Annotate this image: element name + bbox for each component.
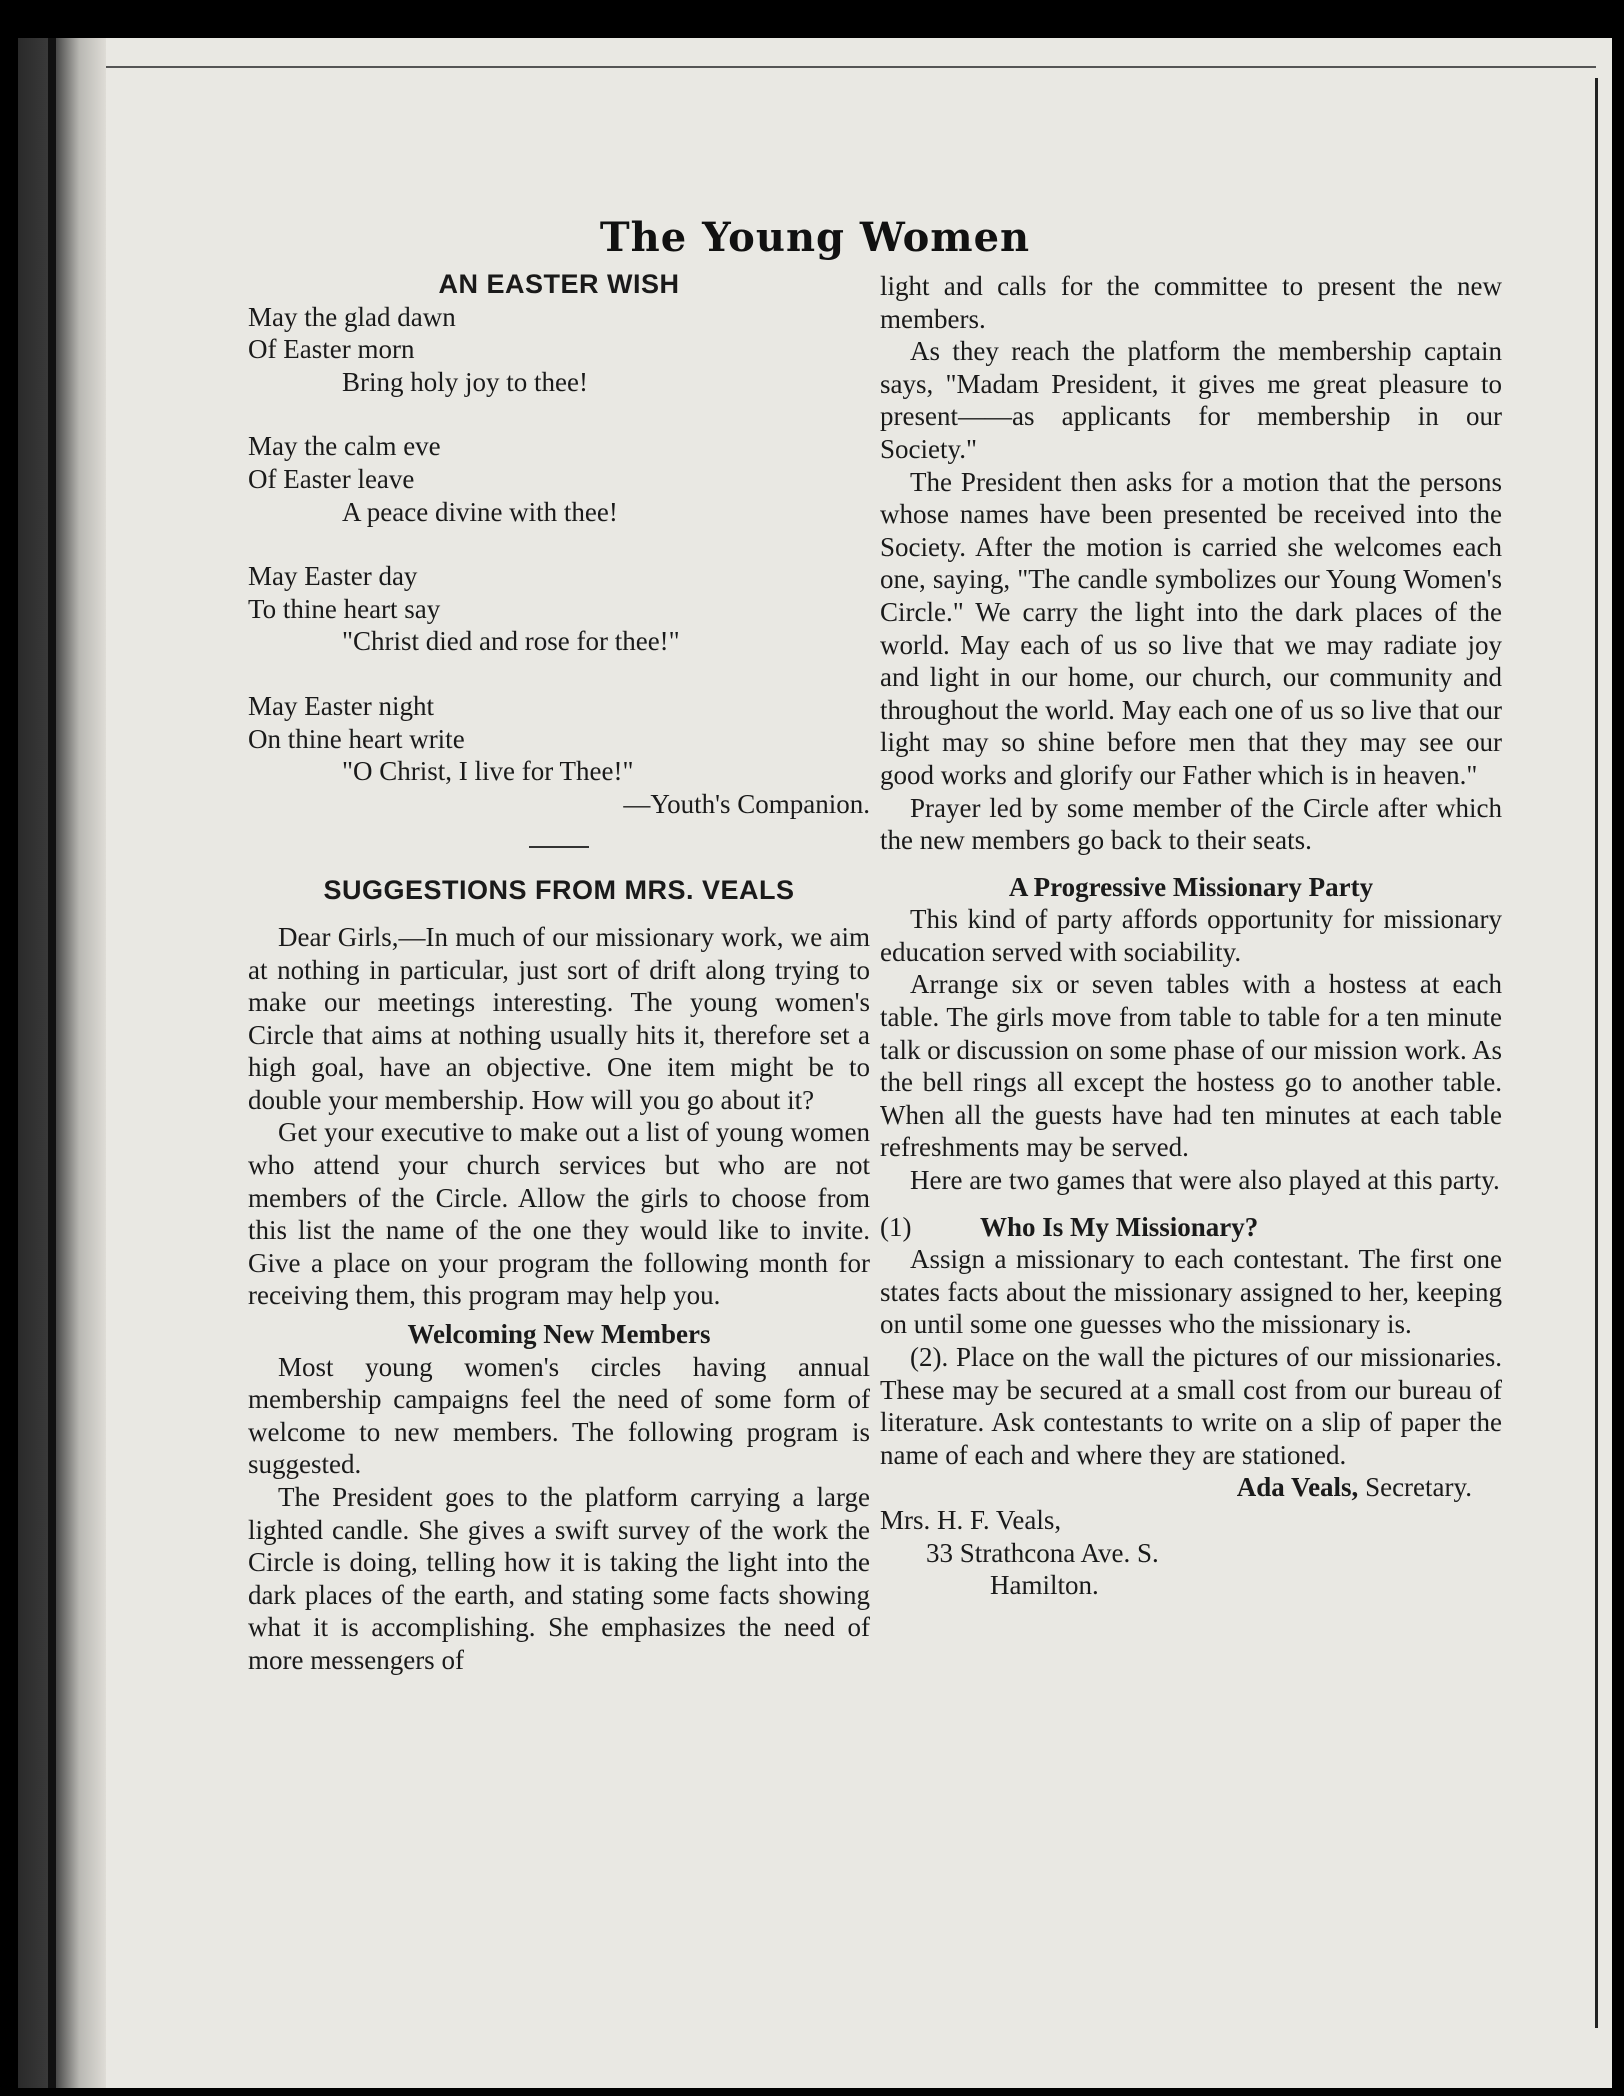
page-right-edge xyxy=(1595,78,1598,2028)
article-paragraph: Dear Girls,—In much of our missionary work, we aim at nothing in particular, just sort of drift along trying to make our meetings interesting. The young women's Circle that aims at nothing usually hits it, therefore set a high goal, have an objective. One item might be to double your membership. How will you go about it? xyxy=(248,921,870,1115)
address-line: Hamilton. xyxy=(990,1570,1099,1601)
right-column xyxy=(880,270,1502,1602)
game-heading xyxy=(880,1211,1502,1244)
signature-role: Secretary. xyxy=(1365,1472,1472,1503)
poem-stanza xyxy=(248,560,870,658)
poem-line: To thine heart say xyxy=(248,593,441,624)
binding-spine xyxy=(18,38,106,2088)
game-title: Who Is My Missionary? xyxy=(980,1211,1259,1242)
binding-edge-line xyxy=(48,38,56,2088)
page-top-edge xyxy=(106,66,1596,68)
article-paragraph: As they reach the platform the membership captain says, "Madam President, it gives me great pleasure to present——as applicants for membership in our Society." xyxy=(880,336,1502,464)
poem-line: May Easter night xyxy=(248,690,434,721)
poem-credit: —Youth's Companion. xyxy=(623,788,870,819)
article-paragraph: light and calls for the committee to present the new members. xyxy=(880,271,1502,334)
poem-stanza xyxy=(248,690,870,788)
subsection-title: Welcoming New Members xyxy=(407,1319,711,1350)
section-divider xyxy=(529,846,589,848)
article-paragraph: Prayer led by some member of the Circle after which the new members go back to their seats. xyxy=(880,792,1502,856)
poem-title: AN EASTER WISH xyxy=(438,269,680,299)
article-paragraph: Get your executive to make out a list of young women who attend your church services but who are not members of the Circle. Allow the girls to choose from this list the name of the one they would like to invite. Give a place on your program the following month for receiving them, this program may help you. xyxy=(248,1117,870,1311)
poem-line: Of Easter leave xyxy=(248,463,415,494)
game-number: (1) xyxy=(880,1211,912,1242)
poem-line: Of Easter morn xyxy=(248,334,415,365)
poem-line: May Easter day xyxy=(248,561,418,592)
article-paragraph: Arrange six or seven tables with a hostess at each table. The girls move from table to table for a ten minute talk or discussion on some phase of our mission work. As the bell rings all except the hostess go to another table. When all the guests have had ten minutes at each table refreshments may be served. xyxy=(880,969,1502,1163)
article-title: SUGGESTIONS FROM MRS. VEALS xyxy=(323,875,795,906)
poem-line: A peace divine with thee! xyxy=(342,496,618,527)
signature-name: Ada Veals, xyxy=(1236,1472,1359,1503)
left-column xyxy=(248,268,870,1677)
article-paragraph: (2). Place on the wall the pictures of our missionaries. These may be secured at a small cost from our bureau of literature. Ask contestants to write on a slip of paper the name of each and where they are stationed. xyxy=(880,1342,1502,1470)
article-paragraph: The President goes to the platform carrying a large lighted candle. She gives a swift survey of the work the Circle is doing, telling how it is taking the light into the dark places of the earth, and stating some facts showing what it is accomplishing. She emphasizes the need of more messengers of xyxy=(248,1482,870,1675)
article-paragraph: Most young women's circles having annual membership campaigns feel the need of some form of welcome to new members. The following program is suggested. xyxy=(248,1351,870,1480)
poem-line: "Christ died and rose for thee!" xyxy=(342,626,680,657)
article-paragraph: The President then asks for a motion that the persons whose names have been presented be received into the Society. After the motion is carried she welcomes each one, saying, "The candle symbolizes our Young Women's Circle." We carry the light into the dark places of the world. May each of us so live that we may radiate joy and light in our home, our church, our community and throughout the world. May each one of us so live that our light may so shine before men that they may see our good works and glorify our Father which is in heaven." xyxy=(880,466,1502,790)
poem-line: On thine heart write xyxy=(248,723,465,754)
address-line: Mrs. H. F. Veals, xyxy=(880,1504,1062,1535)
poem-stanza xyxy=(248,301,870,399)
signature-line xyxy=(880,1471,1502,1504)
subsection-title: A Progressive Missionary Party xyxy=(1008,871,1374,902)
article-paragraph: Assign a missionary to each contestant. The first one states facts about the missionary assigned to her, keeping on until some one guesses who the missionary is. xyxy=(880,1244,1502,1340)
section-heading: The Young Women xyxy=(599,214,1031,261)
poem-stanza xyxy=(248,430,870,528)
poem-line: "O Christ, I live for Thee!" xyxy=(342,756,634,787)
poem-line: May the calm eve xyxy=(248,431,441,462)
poem-line: Bring holy joy to thee! xyxy=(342,366,588,397)
address-line: 33 Strathcona Ave. S. xyxy=(926,1537,1159,1568)
scanned-page xyxy=(18,38,1612,2088)
article-paragraph: Here are two games that were also played at this party. xyxy=(910,1165,1500,1196)
poem-line: May the glad dawn xyxy=(248,301,456,332)
article-paragraph: This kind of party affords opportunity for missionary education served with sociability. xyxy=(880,904,1502,967)
